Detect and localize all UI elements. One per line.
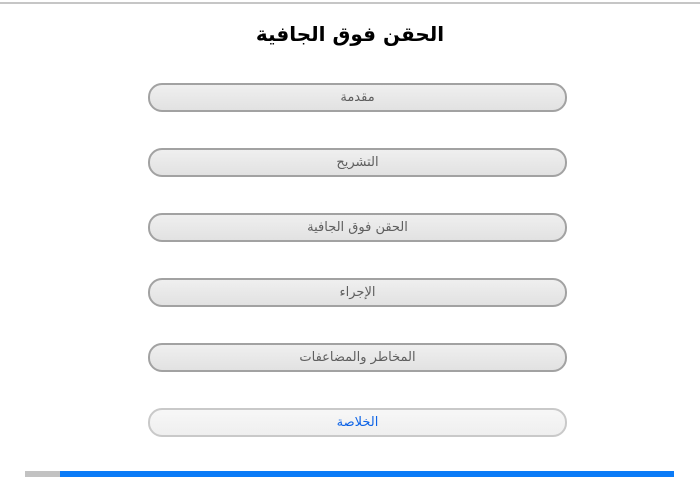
menu-button-anatomy[interactable]: التشريح	[148, 148, 567, 177]
menu-button-introduction[interactable]: مقدمة	[148, 83, 567, 112]
menu-button-epidural-injection[interactable]: الحقن فوق الجافية	[148, 213, 567, 242]
menu-button-risks-complications[interactable]: المخاطر والمضاعفات	[148, 343, 567, 372]
progress-track-segment[interactable]	[25, 471, 60, 477]
progress-bar[interactable]	[25, 471, 674, 477]
chapter-menu	[148, 83, 567, 437]
menu-button-procedure[interactable]: الإجراء	[148, 278, 567, 307]
top-divider	[0, 2, 700, 4]
page-title: الحقن فوق الجافية	[255, 22, 445, 47]
progress-fill[interactable]	[60, 471, 674, 477]
menu-button-summary[interactable]: الخلاصة	[148, 408, 567, 437]
